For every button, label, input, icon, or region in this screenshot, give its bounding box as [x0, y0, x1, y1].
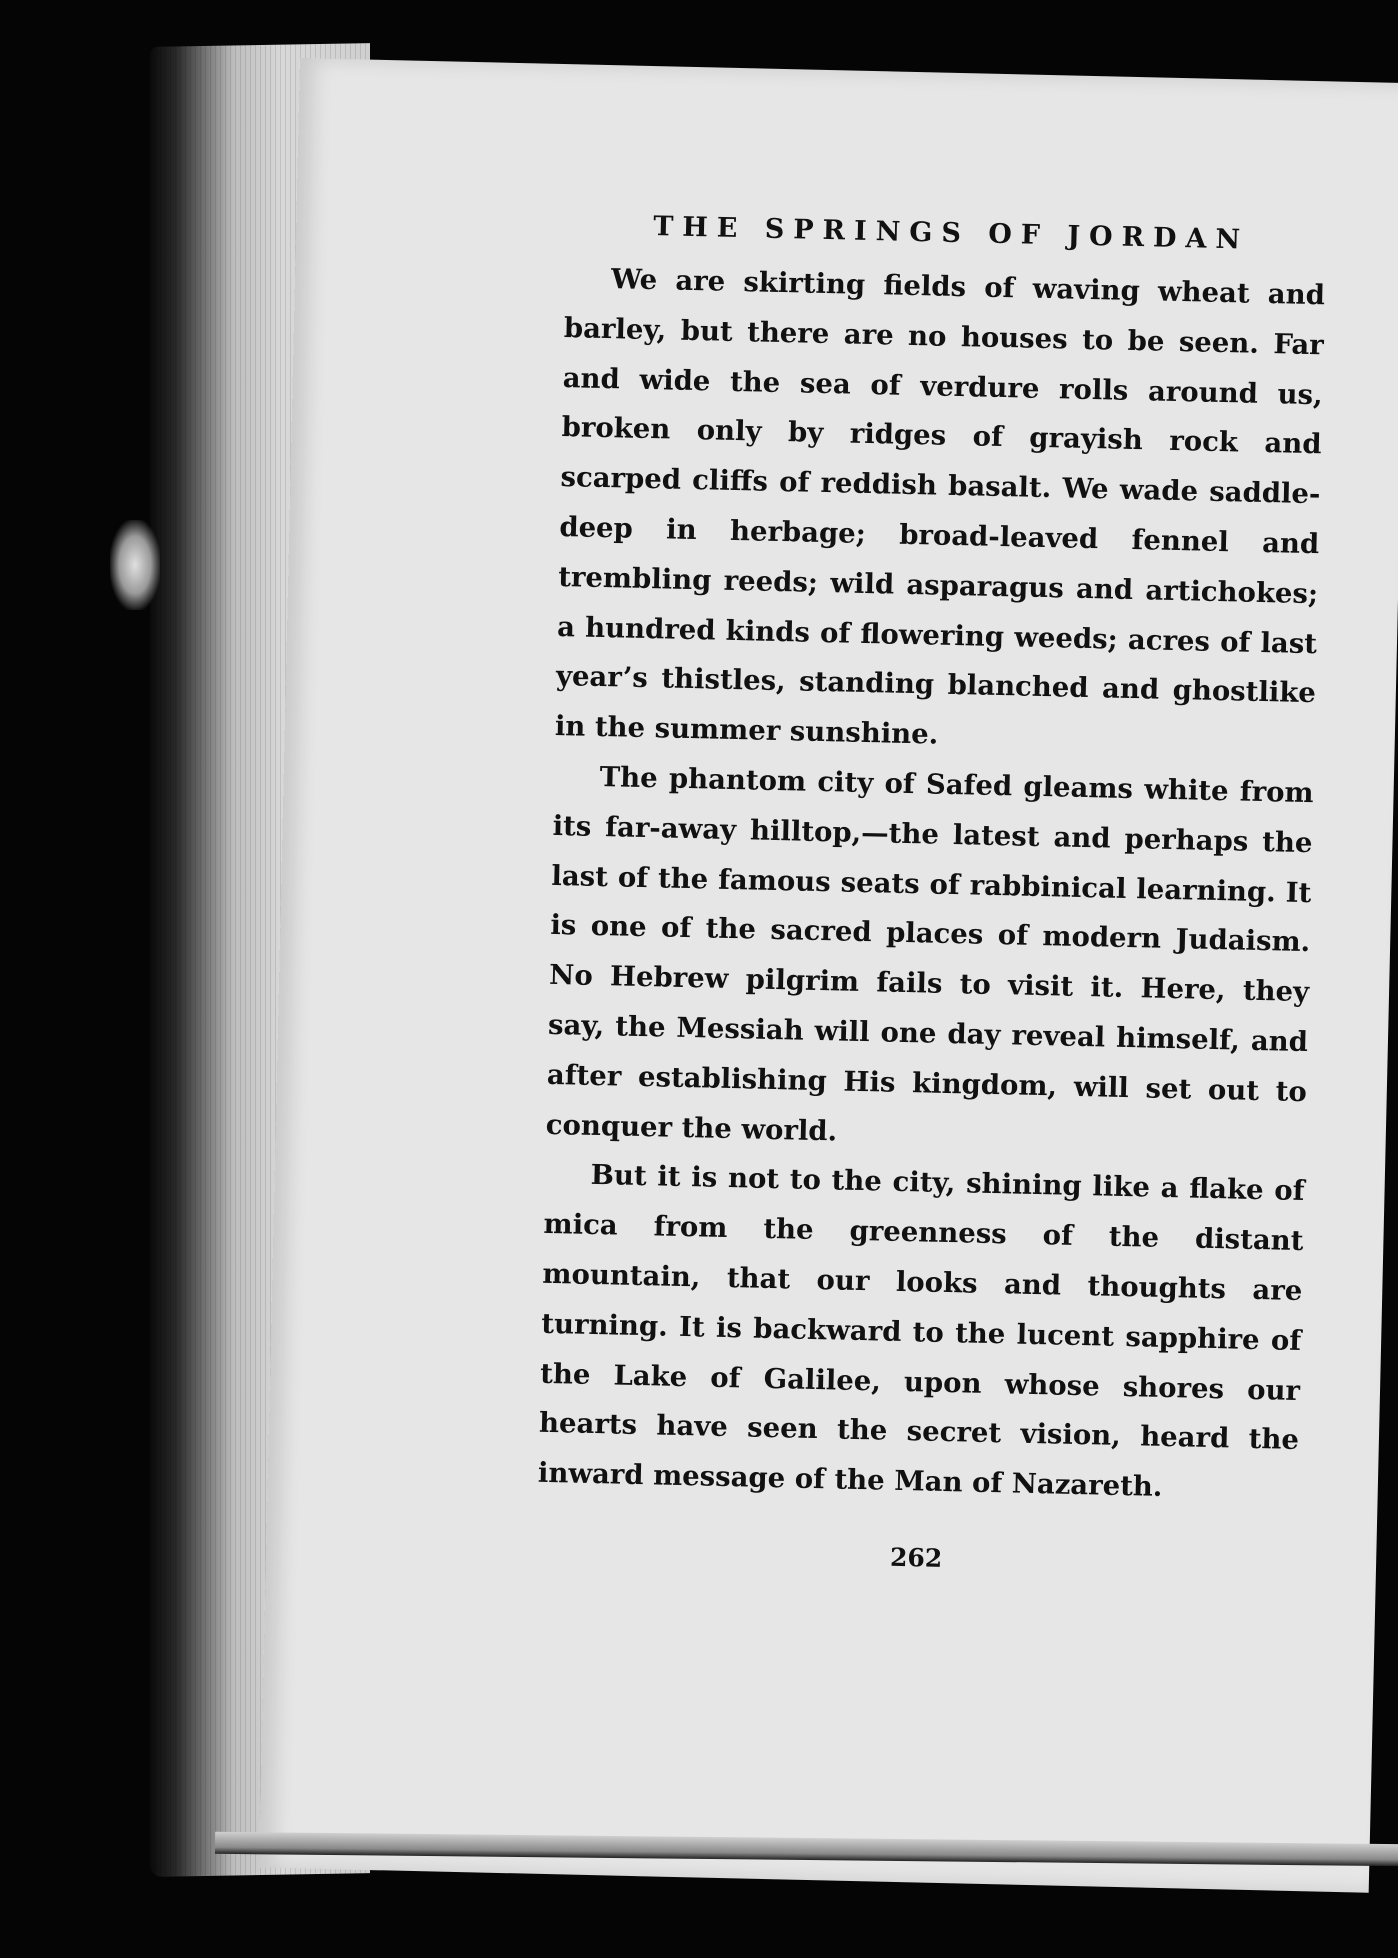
- running-head: THE SPRINGS OF JORDAN: [652, 211, 1250, 256]
- glare-spot: [110, 520, 160, 610]
- text-block: [536, 209, 1327, 1581]
- book-page: [259, 58, 1398, 1893]
- paragraph-1: We are skirting fields of waving wheat and barley, but there are no houses to be seen. Far and wide the sea of verdure rolls around us, broken only by ridges of grayish rock and scarped cliffs of reddish basalt. We wade saddle-deep in herbage; broad-leaved fennel and trembling reeds; wild asparagus and artichokes; a hundred kinds of flowering weeds; acres of last year’s thistles, standing blanched and ghostlike in the summer sunshine.: [554, 263, 1326, 751]
- paragraph-2: The phantom city of Safed gleams white from its far-away hilltop,—the latest and perhaps the last of the famous seats of rabbinical learning. It is one of the sacred places of modern Judaism. No Hebrew pilgrim fails to visit it. Here, they say, the Messiah will one day reveal himself, and after establishing His kingdom, will set out to conquer the world.: [545, 760, 1314, 1148]
- page-number: 262: [889, 1542, 943, 1573]
- paragraph-3: But it is not to the city, shining like a flake of mica from the greenness of the distant mountain, that our looks and thoughts are turning. It is backward to the lucent sapphire of the Lake of Galilee, upon whose shores our hearts have seen the secret vision, heard the inward message of the Man of Nazareth.: [537, 1159, 1305, 1504]
